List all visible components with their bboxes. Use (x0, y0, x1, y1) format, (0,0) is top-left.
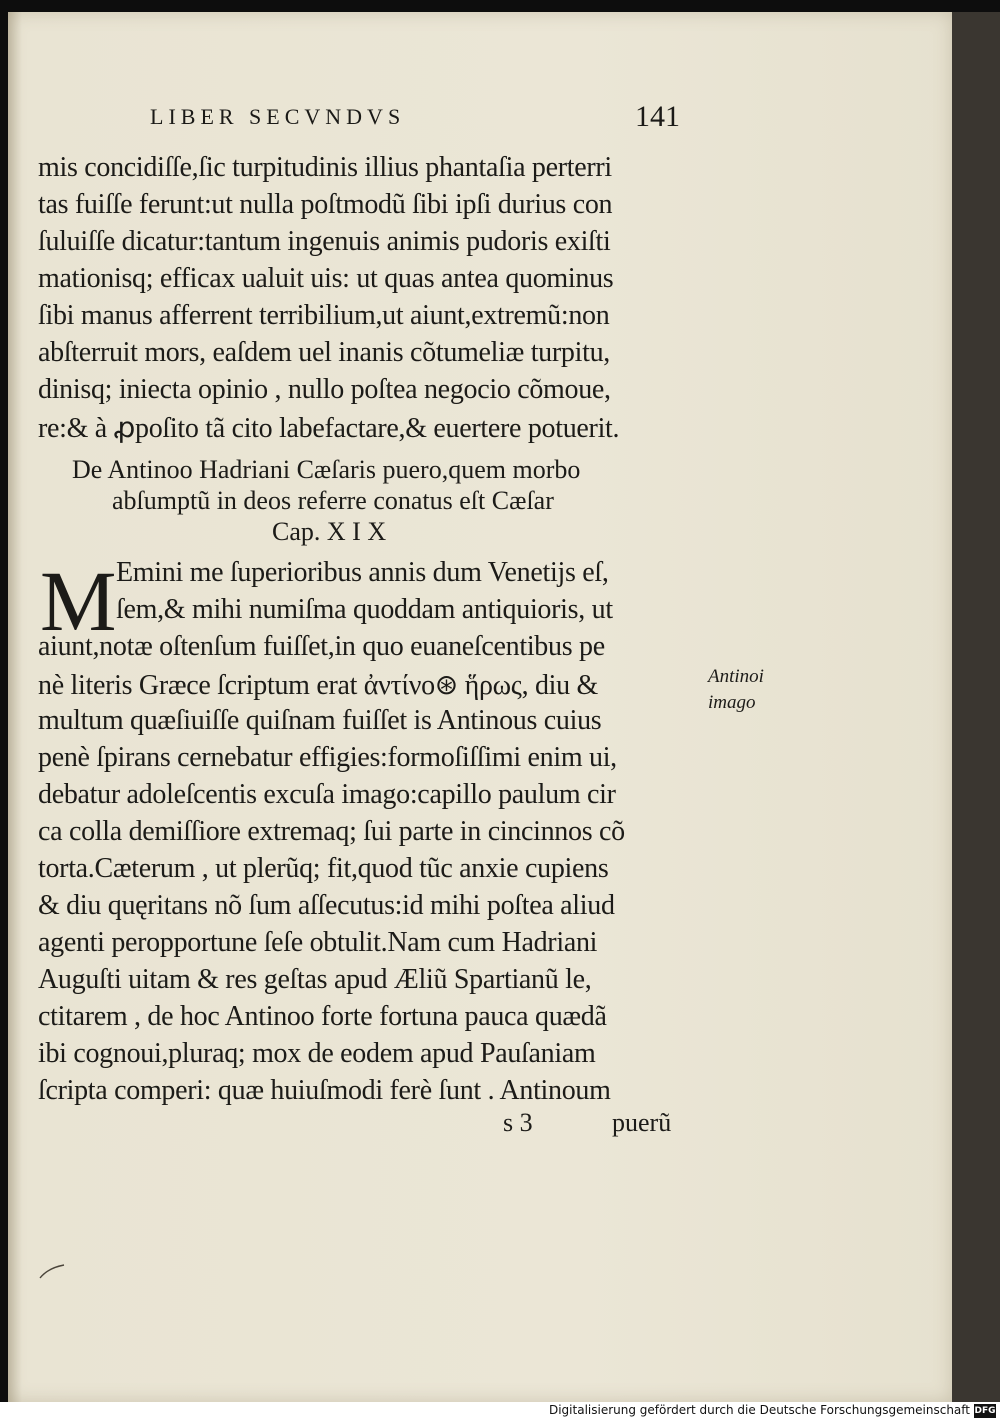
text-line: & diu quęritans nõ ſum aſſecutus:id mihi poſtea aliud (38, 890, 615, 921)
chapter-heading-line: De Antinoo Hadriani Cæſaris puero,quem morbo (72, 455, 581, 484)
running-head: LIBER SECVNDVS (150, 104, 406, 129)
footer-credit: Digitalisierung gefördert durch die Deutsche Forschungsgemeinschaft (548, 1403, 970, 1417)
page-number: 141 (635, 100, 680, 133)
margin-note-line: imago (708, 692, 756, 713)
text-line: ſibi manus afferrent terribilium,ut aiunt,extremũ:non (38, 300, 610, 331)
text-line: ctitarem , de hoc Antinoo forte fortuna pauca quædã (38, 1001, 607, 1032)
text-line: ſcripta comperi: quæ huiuſmodi ferè ſunt . Antinoum (38, 1075, 611, 1106)
text-line: re:& à ꝓpoſito tã cito labefactare,& euertere potuerit. (38, 413, 620, 444)
margin-note-line: Antinoi (708, 666, 764, 687)
pen-mark (38, 1262, 68, 1282)
signature-mark: s 3 (503, 1108, 533, 1137)
text-line: ſuluiſſe dicatur:tantum ingenuis animis pudoris exiſti (38, 226, 611, 257)
text-line: mationisq; efficax ualuit uis: ut quas antea quominus (38, 263, 614, 294)
catchword: puerũ (612, 1108, 672, 1137)
text-line: nè literis Græce ſcriptum erat ἀντίνο⊛ ἥρως, diu & (38, 670, 599, 701)
text-line: torta.Cæterum , ut plerũq; fit,quod tũc anxie cupiens (38, 853, 609, 884)
text-line: agenti peropportune ſeſe obtulit.Nam cum Hadriani (38, 927, 598, 958)
text-line: ſem,& mihi numiſma quoddam antiquioris, ut (116, 594, 613, 625)
text-line: debatur adoleſcentis excuſa imago:capillo paulum cir (38, 779, 616, 810)
text-line: ca colla demiſſiore extremaq; ſui parte in cincinnos cõ (38, 816, 625, 847)
dfg-logo: DFG (974, 1406, 996, 1416)
text-line: Auguſti uitam & res geſtas apud Æliũ Spartianũ le, (38, 964, 592, 995)
text-line: aiunt,notæ oſtenſum fuiſſet,in quo euaneſcentibus pe (38, 631, 605, 662)
chapter-number: Cap. X I X (272, 517, 387, 546)
text-line: penè ſpirans cernebatur effigies:formoſiſſimi enim ui, (38, 742, 617, 773)
text-line: dinisq; iniecta opinio , nullo poſtea negocio cõmoue, (38, 374, 611, 405)
text-line: Emini me ſuperioribus annis dum Venetijs eſ, (116, 557, 609, 588)
scan-margin-strip (952, 12, 1000, 1402)
text-line: abſterruit mors, eaſdem uel inanis cõtumeliæ turpitu, (38, 337, 610, 368)
text-line: mis concidiſſe,ſic turpitudinis illius phantaſia perterri (38, 152, 612, 183)
text-line: tas fuiſſe ferunt:ut nulla poſtmodũ ſibi ipſi durius con (38, 189, 613, 220)
text-line: multum quæſiuiſſe quiſnam fuiſſet is Antinous cuius (38, 705, 602, 736)
drop-initial: M (40, 553, 117, 649)
chapter-heading-line: abſumptũ in deos referre conatus eſt Cæſar (112, 486, 554, 515)
text-line: ibi cognoui,pluraq; mox de eodem apud Pauſaniam (38, 1038, 596, 1069)
